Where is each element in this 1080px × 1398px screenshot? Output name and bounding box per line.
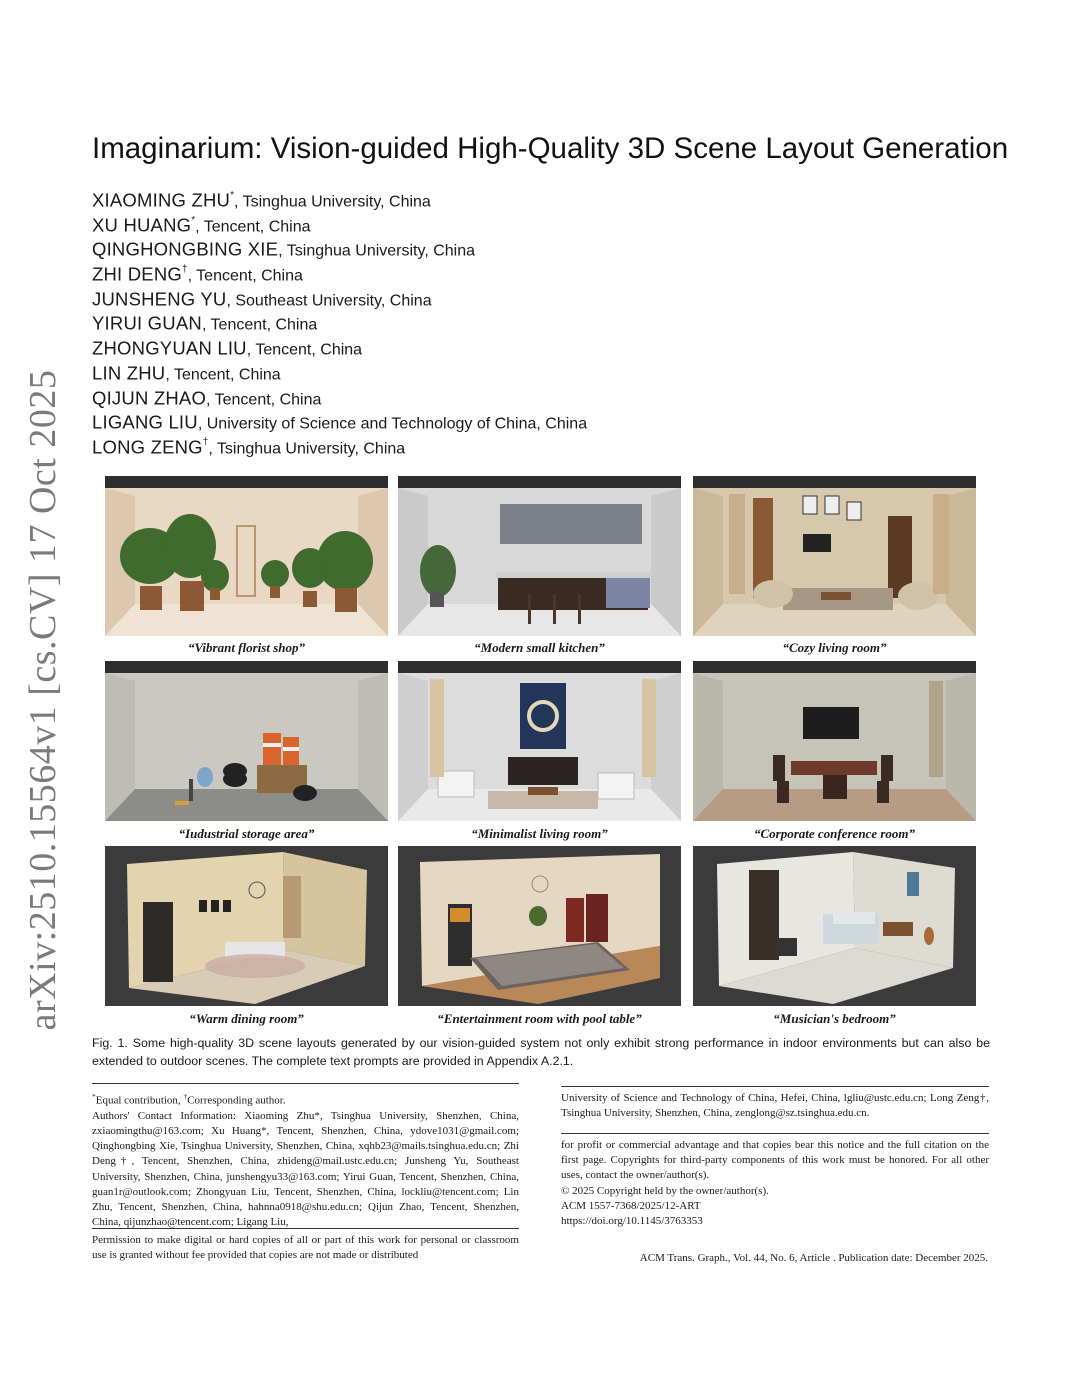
footnote-rule [92, 1228, 519, 1229]
equal-contribution-note [92, 1089, 519, 1109]
contact-continued: University of Science and Technology of China, Hefei, China, lgliu@ustc.edu.cn; Long Zeng†, Tsinghua University, Shenzhen, China, zenglong@sz.tsinghua.edu.cn. [561, 1092, 989, 1120]
figure-caption-label: “Modern small kitchen” [474, 640, 605, 655]
render-modern-kitchen [398, 476, 681, 636]
author-name: LONG ZENG [92, 436, 203, 458]
author-name: QIJUN ZHAO [92, 386, 207, 408]
render-cozy-living-room [693, 476, 976, 636]
figure-caption: Fig. 1. Some high-quality 3D scene layouts generated by our vision-guided system not only exhibit strong performance in indoor environments but can also be extended to outdoor scenes. The complete text prompts are provided in Appendix A.2.1. [92, 1036, 990, 1068]
permission-notice: Permission to make digital or hard copies of all or part of this work for personal or classroom use is granted without fee provided that copies are not made or distributed [92, 1234, 519, 1262]
figure-caption-label: “Vibrant florist shop” [187, 640, 306, 655]
arxiv-stamp: arXiv:2510.15564v1 [cs.CV] 17 Oct 2025 [22, 369, 64, 1031]
author-line [92, 235, 587, 260]
copyright-line: © 2025 Copyright held by the owner/author(s). [561, 1184, 769, 1197]
author-mark: † [202, 436, 209, 448]
footnote-rule [561, 1133, 989, 1134]
figure-caption-label: “Entertainment room with pool table” [437, 1011, 642, 1026]
room-render [105, 476, 388, 636]
room-render [693, 476, 976, 636]
room-render [398, 846, 681, 1006]
author-affiliation: , Tencent, China [165, 366, 281, 384]
author-mark: * [191, 214, 196, 226]
acm-issn: ACM 1557-7368/2025/12-ART [561, 1199, 701, 1212]
note-mark: † [183, 1092, 188, 1101]
author-affiliation: , Tsinghua University, China [278, 242, 476, 260]
room-render [693, 846, 976, 1006]
render-minimalist-living [398, 661, 681, 821]
figure-caption-label: “Cozy living room” [782, 640, 887, 655]
author-affiliation: , Southeast University, China [226, 292, 432, 310]
author-name: YIRUI GUAN [92, 312, 202, 334]
author-mark: † [182, 264, 188, 276]
author-name: JUNSHENG YU [92, 288, 227, 310]
note-text: Corresponding author. [187, 1094, 286, 1107]
permission-text: for profit or commercial advantage and that copies bear this notice and the full citation on the first page. Copyrights for third-party components of this work must be honored. For all other uses, contact the owner/author(s). [561, 1139, 989, 1182]
footnote-rule [92, 1083, 519, 1084]
author-affiliation: , University of Science and Technology of China, China [197, 415, 588, 433]
author-affiliation: , Tsinghua University, China [208, 440, 406, 458]
author-line [92, 408, 587, 433]
journal-footer: ACM Trans. Graph., Vol. 44, No. 6, Article . Publication date: December 2025. [639, 1252, 988, 1264]
author-name: ZHONGYUAN LIU [92, 337, 247, 359]
room-render [105, 661, 388, 821]
author-affiliation: , Tencent, China [206, 390, 322, 408]
author-line [92, 359, 587, 384]
author-list [92, 186, 587, 458]
author-line [92, 260, 587, 285]
room-render [398, 476, 681, 636]
render-industrial-storage [105, 661, 388, 821]
author-contact-info: Authors' Contact Information: Xiaoming Zhu*, Tsinghua University, Shenzhen, China, zxiaomingthu@163.com; Xu Huang*, Tencent, Shenzhen, China, ydove1031@gmail.com; Qinghongbing Xie, Tsinghua University, Shenzhen, China, xqhb23@mails.tsinghua.edu.cn; Zhi Deng†, Tencent, Shenzhen, China, zhideng@mail.ustc.edu.cn; Junsheng Yu, Southeast University, Shenzhen, China, junshengyu33@163.com; Yirui Guan, Tencent, Shenzhen, China, guan1r@outlook.com; Zhongyuan Liu, Tencent, Shenzhen, China, lockliu@tencent.com; Lin Zhu, Tencent, Shenzhen, China, hahnna0918@shu.edu.cn; Qijun Zhao, Tencent, Shenzhen, China, qijunzhao@tencent.com; Ligang Liu, [92, 1109, 519, 1229]
author-line [92, 309, 587, 334]
author-line [92, 334, 587, 359]
render-conference-room [693, 661, 976, 821]
author-line [92, 211, 587, 236]
room-render [105, 846, 388, 1006]
author-name: LIN ZHU [92, 362, 166, 384]
figure-caption-label: “Musician's bedroom” [773, 1011, 896, 1026]
author-affiliation: , Tencent, China [246, 341, 363, 359]
note-text: Equal contribution, [95, 1094, 184, 1107]
figure-caption-label: “Iudustrial storage area” [178, 826, 315, 841]
figure-caption-label: “Corporate conference room” [753, 826, 916, 841]
author-line [92, 384, 587, 409]
permission-continued [561, 1138, 989, 1229]
room-render [398, 661, 681, 821]
doi-link[interactable]: https://doi.org/10.1145/3763353 [561, 1215, 703, 1228]
footnote-contact [92, 1089, 519, 1230]
note-mark: * [92, 1092, 96, 1101]
figure-caption-label: “Warm dining room” [189, 1011, 304, 1026]
author-name: XU HUANG [92, 214, 192, 236]
author-line [92, 186, 587, 211]
render-musician-bedroom [693, 846, 976, 1006]
author-affiliation: , Tencent, China [187, 267, 303, 285]
footnote-rule [561, 1086, 989, 1087]
author-affiliation: , Tencent, China [195, 218, 311, 236]
author-affiliation: , Tencent, China [201, 316, 318, 334]
author-line [92, 285, 587, 310]
paper-title: Imaginarium: Vision-guided High-Quality 3D Scene Layout Generation [92, 132, 1009, 165]
figure-caption-label: “Minimalist living room” [471, 826, 608, 841]
render-warm-dining [105, 846, 388, 1006]
render-pool-room [398, 846, 681, 1006]
author-name: QINGHONGBING XIE [92, 238, 279, 260]
author-name: ZHI DENG [92, 263, 182, 285]
room-render [693, 661, 976, 821]
author-name: LIGANG LIU [92, 411, 198, 433]
render-florist-shop [105, 476, 388, 636]
author-line [92, 433, 587, 458]
author-affiliation: , Tsinghua University, China [233, 193, 431, 211]
author-mark: * [230, 190, 234, 201]
author-name: XIAOMING ZHU [92, 189, 231, 211]
